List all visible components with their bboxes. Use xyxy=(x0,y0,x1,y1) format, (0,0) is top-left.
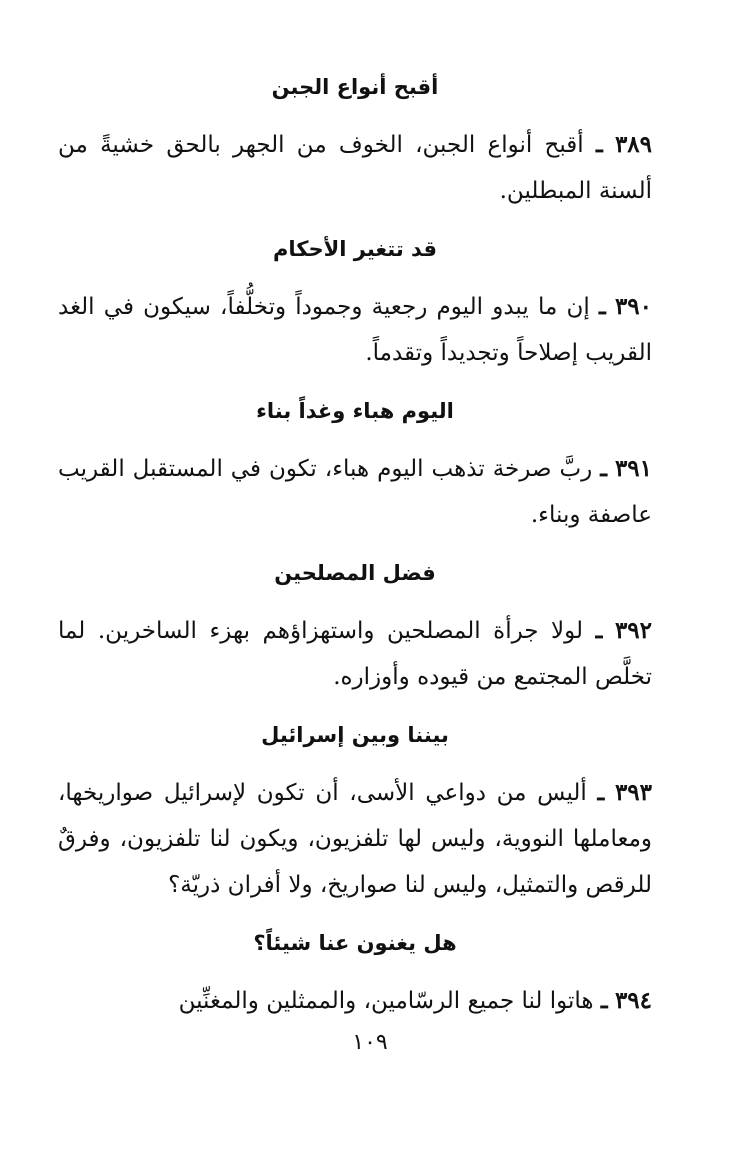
section-391 xyxy=(58,392,652,538)
section-heading: فضل المصلحين xyxy=(274,561,436,585)
entry-number: ٣٩٠ xyxy=(614,293,653,320)
entry-paragraph xyxy=(58,284,652,376)
book-page xyxy=(58,68,652,1150)
page-number: ١٠٩ xyxy=(352,1030,388,1055)
entry-paragraph xyxy=(58,446,652,538)
entry-text: ربَّ صرخة تذهب اليوم هباء، تكون في المستقبل القريب عاصفة وبناء. xyxy=(58,456,652,528)
entry-paragraph xyxy=(58,770,652,908)
entry-number: ٣٩٢ xyxy=(614,617,652,644)
entry-dash: ـ xyxy=(600,987,608,1014)
section-394 xyxy=(58,924,652,1024)
entry-text: إن ما يبدو اليوم رجعية وجموداً وتخلُّفاً، سيكون في الغد القريب إصلاحاً وتجديداً وتقدماً. xyxy=(58,294,652,366)
entry-number: ٣٨٩ xyxy=(614,131,652,158)
entry-number: ٣٩٤ xyxy=(614,987,652,1014)
section-389 xyxy=(58,68,652,214)
section-heading: اليوم هباء وغداً بناء xyxy=(256,399,454,423)
section-heading: قد تتغير الأحكام xyxy=(273,237,437,261)
entry-number: ٣٩١ xyxy=(614,455,652,482)
section-390 xyxy=(58,230,652,376)
entry-dash: ـ xyxy=(595,131,603,158)
entry-dash: ـ xyxy=(595,617,603,644)
entry-text: أقبح أنواع الجبن، الخوف من الجهر بالحق خشيةً من ألسنة المبطلين. xyxy=(58,132,652,204)
section-heading: هل يغنون عنا شيئاً؟ xyxy=(253,931,457,955)
section-heading: أقبح أنواع الجبن xyxy=(271,75,439,99)
entry-dash: ـ xyxy=(598,293,606,320)
entry-dash: ـ xyxy=(600,455,607,482)
entry-text: هاتوا لنا جميع الرسّامين، والممثلين والمغنِّين xyxy=(178,988,594,1014)
section-heading: بيننا وبين إسرائيل xyxy=(261,723,449,747)
section-393 xyxy=(58,716,652,908)
entry-text: لولا جرأة المصلحين واستهزاؤهم بهزء الساخرين. لما تخلَّص المجتمع من قيوده وأوزاره. xyxy=(58,618,652,690)
entry-paragraph xyxy=(58,608,652,700)
entry-text: أليس من دواعي الأسى، أن تكون لإسرائيل صواريخها، ومعاملها النووية، وليس لها تلفزيون، ويكون لنا تلفزيون، وفرقٌ للرقص والتمثيل، وليس لنا صواريخ، ولا أفران ذريّة؟ xyxy=(58,780,652,898)
entry-paragraph xyxy=(58,122,652,214)
entry-number: ٣٩٣ xyxy=(614,779,653,806)
entry-dash: ـ xyxy=(597,779,605,806)
section-392 xyxy=(58,554,652,700)
entry-paragraph xyxy=(58,978,652,1024)
